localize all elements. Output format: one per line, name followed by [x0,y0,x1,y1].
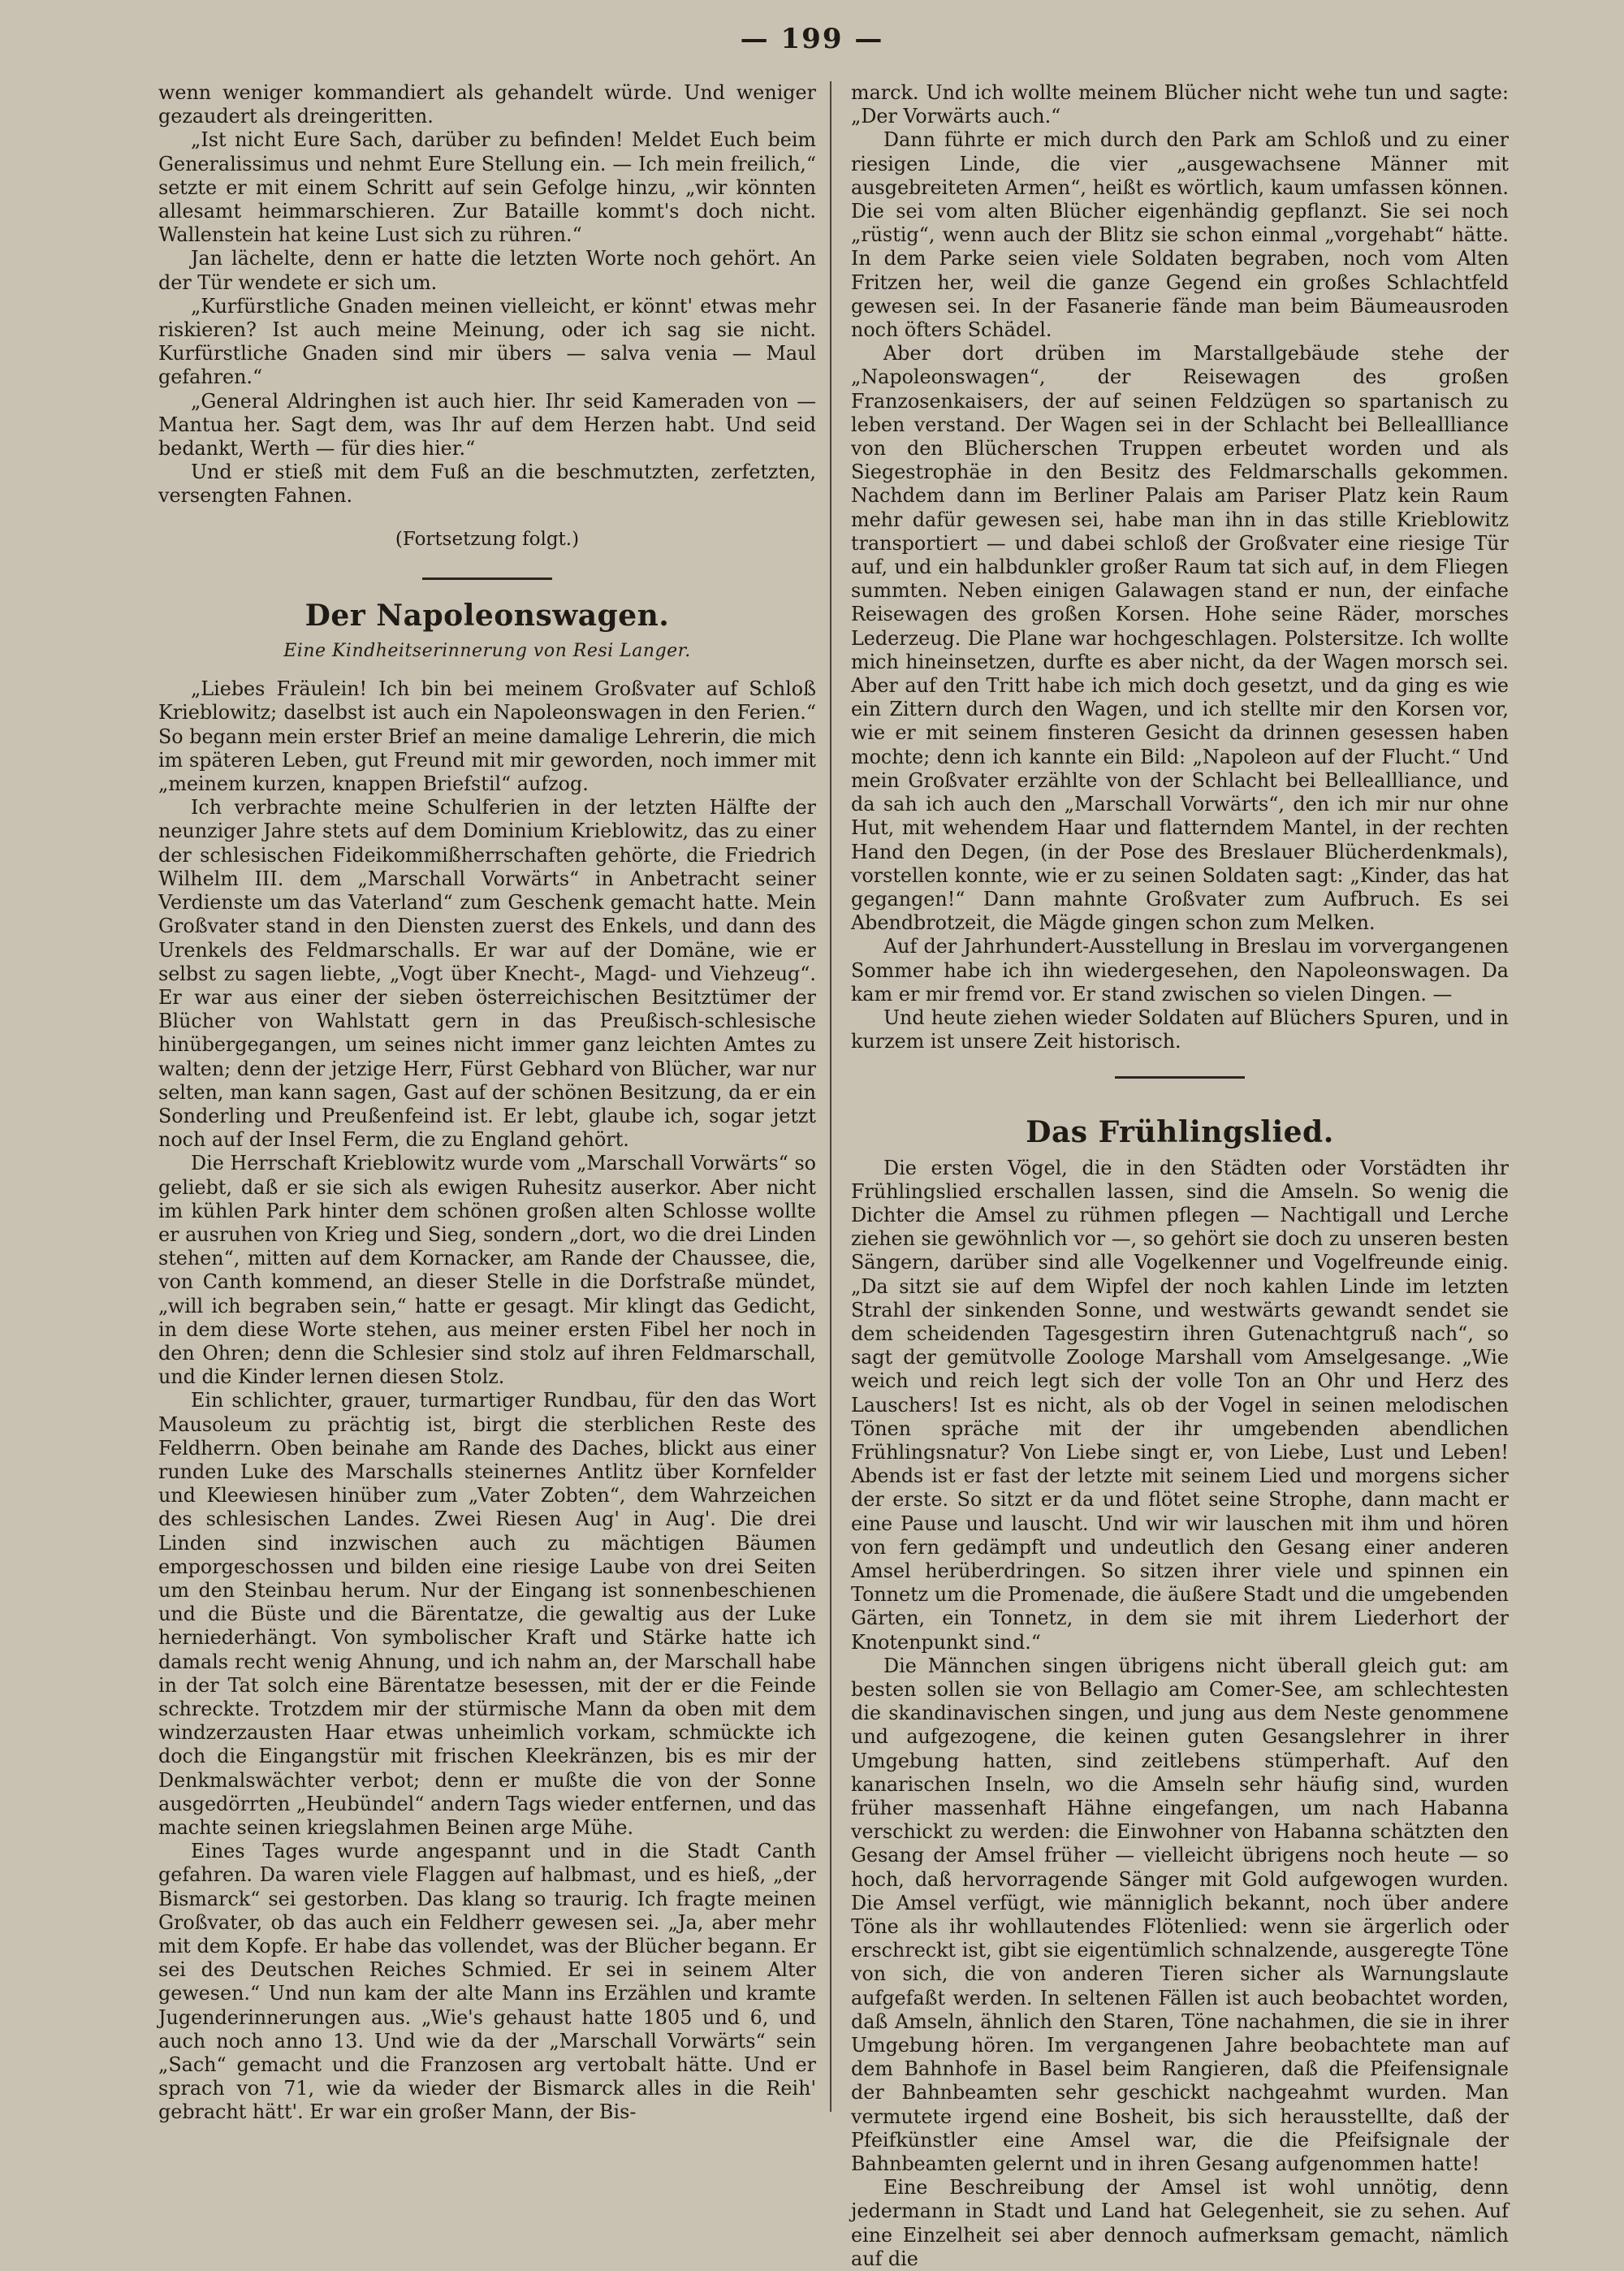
left-column [158,81,816,2124]
story-paragraph: Jan lächelte, denn er hatte die letzten Worte noch gehört. An der Tür wendete er sich um. [158,247,816,294]
section-divider [1115,1076,1245,1079]
article-paragraph: Dann führte er mich durch den Park am Schloß und zu einer riesigen Linde, die vier „ausgewachsene Männer mit ausgebreiteten Armen“, heißt es wörtlich, kaum umfassen können. Die sei vom alten Blücher eigenhändig gepflanzt. Sie sei noch „rüstig“, wenn auch der Blitz sie schon einmal „vorgehabt“ hätte. In dem Parke seien viele Soldaten begraben, noch vom Alten Fritzen her, weil die ganze Gegend ein großes Schlachtfeld gewesen sei. In der Fasanerie fände man beim Bäumeausroden noch öfters Schädel. [851,128,1509,342]
article-paragraph: Ein schlichter, grauer, turmartiger Rundbau, für den das Wort Mausoleum zu prächtig ist, birgt die sterblichen Reste des Feldherrn. Oben beinahe am Rande des Daches, blickt aus einer runden Luke des Marschalls steinernes Antlitz über Kornfelder und Kleewiesen hinüber zum „Vater Zobten“, dem Wahrzeichen des schlesischen Landes. Zwei Riesen Aug' in Aug'. Die drei Linden sind inzwischen auch zu mächtigen Bäumen emporgeschossen und bilden eine riesige Laube von drei Seiten um den Steinbau herum. Nur der Eingang ist sonnenbeschienen und die Büste und die Bärentatze, die gewaltig aus der Luke herniederhängt. Von symbolischer Kraft und Stärke hatte ich damals recht wenig Ahnung, und ich nahm an, der Marschall habe in der Tat solch eine Bärentatze besessen, mit der er die Feinde schreckte. Trotzdem mir der stürmische Mann da oben mit dem windzerzausten Haar etwas unheimlich vorkam, schmückte ich doch die Eingangstür mit frischen Kleekränzen, bis es mir der Denkmalswächter verbot; denn er mußte die von der Sonne ausgedörrten „Heubündel“ andern Tags wieder entfernen, und das machte seinen kriegslahmen Beinen arge Mühe. [158,1389,816,1840]
article-paragraph: Auf der Jahrhundert-Ausstellung in Breslau im vorvergangenen Sommer habe ich ihn wiedergesehen, den Napoleonswagen. Da kam er mir fremd vor. Er stand zwischen so vielen Dingen. — [851,935,1509,1006]
right-column [851,81,1509,2270]
article-paragraph: „Liebes Fräulein! Ich bin bei meinem Großvater auf Schloß Krieblowitz; daselbst ist auch ein Napoleonswagen in den Ferien.“ So begann mein erster Brief an meine damalige Lehrerin, die mich im späteren Leben, gut Freund mit mir geworden, noch immer mit „meinem kurzen, knappen Briefstil“ aufzog. [158,677,816,796]
article-paragraph: Eine Beschreibung der Amsel ist wohl unnötig, denn jedermann in Stadt und Land hat Gelegenheit, sie zu sehen. Auf eine Einzelheit sei aber dennoch aufmerksam gemacht, nämlich auf die [851,2176,1509,2270]
continuation-note: (Fortsetzung folgt.) [395,528,580,550]
article-title-napoleonswagen: Der Napoleonswagen. [304,598,670,633]
story-paragraph: „General Aldringhen ist auch hier. Ihr seid Kameraden von — Mantua her. Sagt dem, was Ihr auf dem Herzen habt. Und seid bedankt, Werth — für dies hier.“ [158,389,816,461]
article-paragraph: Die ersten Vögel, die in den Städten oder Vorstädten ihr Frühlingslied erschallen lassen, sind die Amseln. So wenig die Dichter die Amsel zu rühmen pflegen — Nachtigall und Lerche ziehen sie gewöhnlich vor —, so gehört sie doch zu unseren besten Sängern, darüber sind alle Vogelkenner und Vogelfreunde einig. „Da sitzt sie auf dem Wipfel der noch kahlen Linde im letzten Strahl der sinkenden Sonne, und westwärts gewandt sendet sie dem scheidenden Tagesgestirn ihren Gutenachtgruß nach“, so sagt der gemütvolle Zoologe Marshall vom Amselgesange. „Wie weich und reich legt sich der volle Ton an Ohr und Herz des Lauschers! Ist es nicht, als ob der Vogel in seinen melodischen Tönen spräche mit der ihr umgebenden abendlichen Frühlingsnatur? Von Liebe singt er, von Liebe, Lust und Leben! Abends ist er fast der letzte mit seinem Lied und morgens sicher der erste. So sitzt er da und flötet seine Strophe, dann macht er eine Pause und lauscht. Und wir wir lauschen mit ihm und hören von fern gedämpft und undeutlich den Gesang einer anderen Amsel herüberdringen. So sitzen ihrer viele und spinnen ein Tonnetz um die Promenade, die äußere Stadt und die umgebenden Gärten, ein Tonnetz, in dem sie mit ihrem Liederhort der Knotenpunkt sind.“ [851,1156,1509,1654]
story-paragraph: Und er stieß mit dem Fuß an die beschmutzten, zerfetzten, versengten Fahnen. [158,461,816,508]
story-paragraph: „Ist nicht Eure Sach, darüber zu befinden! Meldet Euch beim Generalissimus und nehmt Eure Stellung ein. — Ich mein freilich,“ setzte er mit einem Schritt auf sein Gefolge hinzu, „wir könnten allesamt heimmarschieren. Zur Bataille kommt's doch nicht. Wallenstein hat keine Lust sich zu rühren.“ [158,128,816,247]
column-divider [830,81,831,2112]
article-paragraph: marck. Und ich wollte meinem Blücher nicht wehe tun und sagte: „Der Vorwärts auch.“ [851,81,1509,128]
article-paragraph: Eines Tages wurde angespannt und in die Stadt Canth gefahren. Da waren viele Flaggen auf halbmast, und es hieß, „der Bismarck“ sei gestorben. Das klang so traurig. Ich fragte meinen Großvater, ob das auch ein Feldherr gewesen sei. „Ja, aber mehr mit dem Kopfe. Er habe das vollendet, was der Blücher begann. Er sei des Deutschen Reiches Schmied. Er sei in seinem Alter gewesen.“ Und nun kam der alte Mann ins Erzählen und kramte Jugenderinnerungen aus. „Wie's gehaust hatte 1805 und 6, und auch noch anno 13. Und wie da der „Marschall Vorwärts“ sein „Sach“ gemacht und die Franzosen arg vertobalt hätte. Und er sprach von 71, wie da wieder der Bismarck alles in die Reih' gebracht hätt'. Er war ein großer Mann, der Bis- [158,1840,816,2124]
article-paragraph: Die Herrschaft Krieblowitz wurde vom „Marschall Vorwärts“ so geliebt, daß er sie sich als ewigen Ruhesitz auserkor. Aber nicht im kühlen Park hinter dem schönen großen alten Schlosse wollte er ausruhen von Krieg und Sieg, sondern „dort, wo die drei Linden stehen“, mitten auf dem Kornacker, am Rande der Chaussee, die, von Canth kommend, an dieser Stelle in die Dorfstraße mündet, „will ich begraben sein,“ hatte er gesagt. Mir klingt das Gedicht, in dem diese Worte stehen, aus meiner ersten Fibel her noch in den Ohren; denn die Schlesier sind stolz auf ihren Feldmarschall, und die Kinder lernen diesen Stolz. [158,1152,816,1389]
section-divider [422,577,552,580]
page-number: — 199 — [740,23,884,55]
article-paragraph: Und heute ziehen wieder Soldaten auf Blüchers Spuren, und in kurzem ist unsere Zeit historisch. [851,1006,1509,1053]
article-paragraph: Die Männchen singen übrigens nicht überall gleich gut: am besten sollen sie von Bellagio am Comer-See, am schlechtesten die skandinavischen singen, und jung aus dem Neste genommene und aufgezogene, die keinen guten Gesangslehrer in ihrer Umgebung hatten, sind zeitlebens stümperhaft. Auf den kanarischen Inseln, wo die Amseln sehr häufig sind, wurden früher massenhaft Hähne eingefangen, um nach Habanna verschickt zu werden: die Einwohner von Habanna schätzten den Gesang der Amsel früher — vielleicht übrigens noch heute — so hoch, daß hervorragende Sänger mit Gold aufgewogen wurden. Die Amsel verfügt, wie männiglich bekannt, noch über andere Töne als ihr wohllautendes Flötenlied: wenn sie ärgerlich oder erschreckt ist, gibt sie eigentümlich schnalzende, ausgeregte Töne von sich, die von anderen Tieren sicher als Warnungslaute aufgefaßt werden. In seltenen Fällen ist auch beobachtet worden, daß Amseln, ähnlich den Staren, Töne nachahmen, die sie in ihrer Umgebung hören. Im vergangenen Jahre beobachtete man auf dem Bahnhofe in Basel beim Rangieren, daß die Pfeifensignale der Bahnbeamten sehr geschickt nachgeahmt wurden. Man vermutete irgend eine Bosheit, bis sich herausstellte, daß der Pfeifkünstler eine Amsel war, die die Pfeifsignale der Bahnbeamten gelernt und in ihren Gesang aufgenommen hatte! [851,1654,1509,2176]
article-paragraph: Aber dort drüben im Marstallgebäude stehe der „Napoleonswagen“, der Reisewagen des großen Franzosenkaisers, der auf seinen Feldzügen so spartanisch zu leben verstand. Der Wagen sei in der Schlacht bei Belleallliance von den Blücherschen Truppen erbeutet worden und als Siegestrophäe in den Besitz des Feldmarschalls gekommen. Nachdem dann im Berliner Palais am Pariser Platz kein Raum mehr dafür gewesen sei, habe man ihn in das stille Krieblowitz transportiert — und dabei schloß der Großvater eine riesige Tür auf, und ein halbdunkler großer Raum tat sich auf, in dem Fliegen summten. Neben einigen Galawagen stand er nun, der einfache Reisewagen des großen Korsen. Hohe seine Räder, morsches Lederzeug. Die Plane war hochgeschlagen. Polstersitze. Ich wollte mich hineinsetzen, durfte es aber nicht, da der Wagen morsch sei. Aber auf den Tritt habe ich mich doch gesetzt, und da ging es wie ein Zittern durch den Wagen, und ich stellte mir den Korsen vor, wie er mit seinem finsteren Gesicht da drinnen gesessen haben mochte; denn ich kannte ein Bild: „Napoleon auf der Flucht.“ Und mein Großvater erzählte von der Schlacht bei Belleallliance, und da sah ich auch den „Marschall Vorwärts“, den ich mir nur ohne Hut, mit wehendem Haar und flatterndem Mantel, in der rechten Hand den Degen, (in der Pose des Breslauer Blücherdenkmals), vorstellen konnte, wie er zu seinen Soldaten sagt: „Kinder, das hat gegangen!“ Dann mahnte Großvater zum Aufbruch. Es sei Abendbrotzeit, die Mägde gingen schon zum Melken. [851,342,1509,935]
article-byline: Eine Kindheitserinnerung von Resi Langer. [283,641,691,662]
article-paragraph: Ich verbrachte meine Schulferien in der letzten Hälfte der neunziger Jahre stets auf dem Dominium Krieblowitz, das zu einer der schlesischen Fideikommißherrschaften gehörte, die Friedrich Wilhelm III. dem „Marschall Vorwärts“ in Anbetracht seiner Verdienste um das Vaterland“ zum Geschenk gemacht hatte. Mein Großvater stand in den Diensten zuerst des Enkels, und dann des Urenkels des Feldmarschalls. Er war auf der Domäne, wie er selbst zu sagen liebte, „Vogt über Knecht-, Magd- und Viehzeug“. Er war aus einer der sieben österreichischen Besitztümer der Blücher von Wahlstatt gern in das Preußisch-schlesische hinübergegangen, um seines nicht immer ganz leichten Amtes zu walten; denn der jetzige Herr, Fürst Gebhard von Blücher, war nur selten, man kann sagen, Gast auf der schönen Besitzung, da er ein Sonderling und Preußenfeind ist. Er lebt, glaube ich, sogar jetzt noch auf der Insel Ferm, die zu England gehört. [158,796,816,1152]
story-paragraph: „Kurfürstliche Gnaden meinen vielleicht, er könnt' etwas mehr riskieren? Ist auch meine Meinung, oder ich sag sie nicht. Kurfürstliche Gnaden sind mir übers — salva venia — Maul gefahren.“ [158,294,816,389]
article-title-fruehlingslied: Das Frühlingslied. [1026,1115,1334,1150]
story-paragraph: wenn weniger kommandiert als gehandelt würde. Und weniger gezaudert als dreingeritten. [158,81,816,128]
